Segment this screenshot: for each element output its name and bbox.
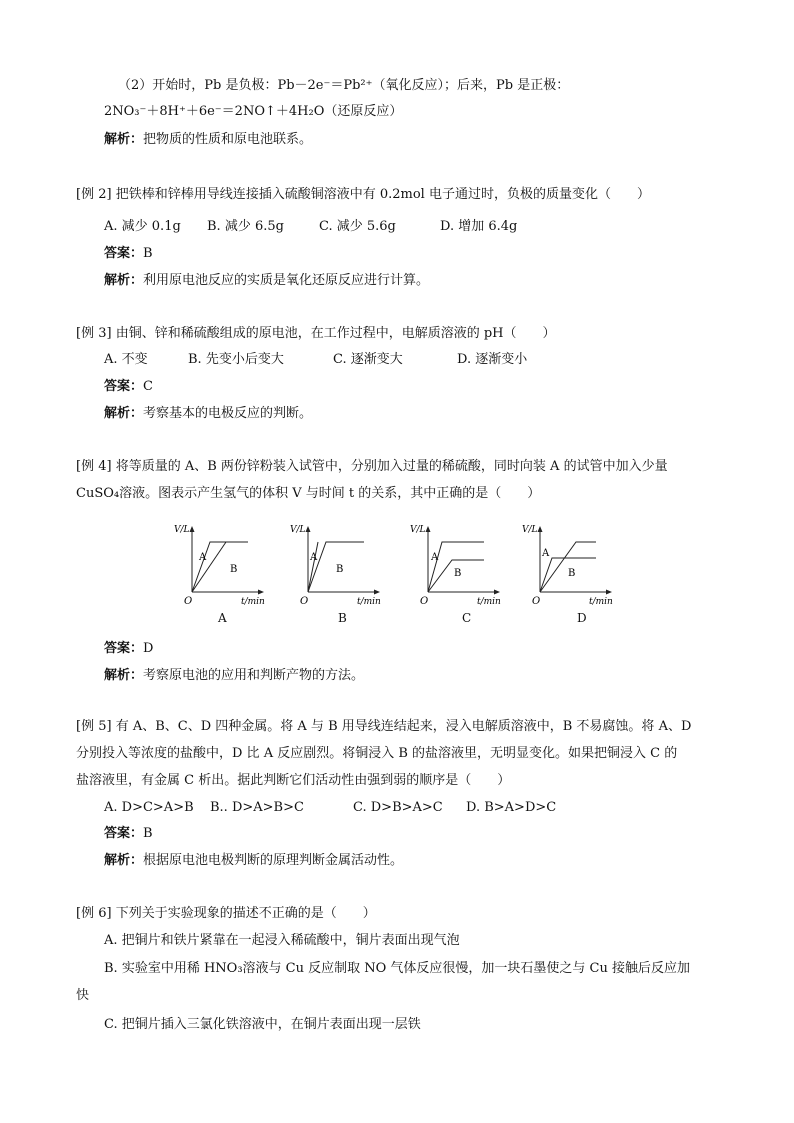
ex5-question-line-2: 分别投入等浓度的盐酸中，D 比 A 反应剧烈。将铜浸入 B 的盐溶液里，无明显变化。如果把铜浸入 C 的	[76, 746, 678, 761]
series-b-label: B	[454, 568, 462, 579]
analysis-label: 解析：	[104, 406, 144, 421]
ex3-answer	[104, 378, 153, 396]
answer-value: B	[143, 826, 153, 841]
ex2-analysis	[104, 272, 429, 290]
series-b-label: B	[230, 564, 238, 575]
ex4-analysis	[104, 667, 364, 685]
ex3-option-a: A. 不变	[104, 352, 148, 367]
origin-label: O	[420, 596, 429, 607]
x-axis-label: t/min	[241, 597, 265, 607]
analysis-text: 考察基本的电极反应的判断。	[143, 406, 313, 421]
origin-label: O	[184, 596, 193, 607]
answer-label: 答案：	[104, 826, 144, 841]
ex6-option-a: A. 把铜片和铁片紧靠在一起浸入稀硫酸中，铜片表面出现气泡	[104, 933, 460, 948]
ex3-option-d: D. 逐渐变小	[457, 352, 528, 367]
graph-caption-a: A	[218, 611, 227, 625]
ex5-analysis	[104, 852, 403, 870]
ex5-question-line-3: 盐溶液里，有金属 C 析出。据此判断它们活动性由强到弱的顺序是（ ）	[76, 773, 511, 788]
prev-analysis	[104, 131, 312, 149]
ex5-answer	[104, 825, 153, 843]
ex2-option-b: B. 减少 6.5g	[207, 219, 284, 234]
answer-label: 答案：	[104, 641, 144, 656]
ex2-option-d: D. 增加 6.4g	[440, 219, 518, 234]
y-axis-label: V/L	[410, 525, 426, 535]
graph-caption-d: D	[577, 611, 587, 625]
series-a-label: A	[310, 552, 318, 563]
ex5-question-line-1	[76, 718, 691, 736]
answer-label: 答案：	[104, 379, 144, 394]
ex2-answer	[104, 245, 153, 263]
y-axis-label: V/L	[290, 525, 306, 535]
analysis-label: 解析：	[104, 668, 144, 683]
analysis-text: 考察原电池的应用和判断产物的方法。	[143, 668, 365, 683]
series-b-label: B	[336, 564, 344, 575]
ex6-option-b-line-1: B. 实验室中用稀 HNO₃溶液与 Cu 反应制取 NO 气体反应很慢，加一块石墨使之与 Cu 接触后反应加	[104, 961, 690, 976]
y-axis-label: V/L	[174, 525, 190, 535]
ex5-option-c: C. D>B>A>C	[353, 800, 443, 815]
ex6-question-text: 下列关于实验现象的描述不正确的是（ ）	[115, 906, 376, 921]
analysis-text: 利用原电池反应的实质是氧化还原反应进行计算。	[143, 273, 430, 288]
ex3-analysis	[104, 405, 312, 423]
graph-d	[520, 520, 620, 610]
graph-b	[288, 520, 388, 610]
ex2-question	[76, 186, 650, 204]
ex3-question	[76, 325, 556, 343]
ex5-option-d: D. B>A>D>C	[466, 800, 557, 815]
ex3-option-b: B. 先变小后变大	[188, 352, 284, 367]
ex4-answer	[104, 640, 153, 658]
y-axis-label: V/L	[522, 525, 538, 535]
answer-value: D	[143, 641, 154, 656]
ex4-question-text-1: 将等质量的 A、B 两份锌粉装入试管中，分别加入过量的稀硫酸，同时向装 A 的试管中加入少量	[115, 459, 668, 474]
ex6-question	[76, 905, 376, 923]
x-axis-label: t/min	[477, 597, 501, 607]
x-axis-label: t/min	[589, 597, 613, 607]
ex2-question-text: 把铁棒和锌棒用导线连接插入硫酸铜溶液中有 0.2mol 电子通过时，负极的质量变化（ ）	[115, 187, 650, 202]
prev-line-2: 2NO₃⁻＋8H⁺＋6e⁻＝2NO↑＋4H₂O（还原反应）	[104, 104, 403, 119]
ex6-tag: [例 6]	[76, 906, 112, 921]
graph-a	[172, 520, 272, 610]
ex5-tag: [例 5]	[76, 719, 112, 734]
analysis-text: 根据原电池电极判断的原理判断金属活动性。	[143, 853, 404, 868]
series-b-label: B	[568, 568, 576, 579]
ex6-option-c: C. 把铜片插入三氯化铁溶液中，在铜片表面出现一层铁	[104, 1017, 421, 1032]
analysis-label: 解析：	[104, 273, 144, 288]
analysis-label: 解析：	[104, 853, 144, 868]
series-a-label: A	[542, 548, 550, 559]
ex3-option-c: C. 逐渐变大	[333, 352, 403, 367]
analysis-text: 把物质的性质和原电池联系。	[143, 132, 313, 147]
ex4-question-line-2: CuSO₄溶液。图表示产生氢气的体积 V 与时间 t 的关系，其中正确的是（ ）	[76, 486, 541, 501]
answer-value: C	[143, 379, 153, 394]
analysis-label: 解析：	[104, 132, 144, 147]
x-axis-label: t/min	[357, 597, 381, 607]
graph-caption-b: B	[338, 611, 347, 625]
series-a-label: A	[431, 552, 439, 563]
ex5-option-b: B.. D>A>B>C	[210, 800, 304, 815]
answer-value: B	[143, 246, 153, 261]
prev-line-1: （2）开始时，Pb 是负极：Pb－2e⁻＝Pb²⁺（氧化反应）；后来，Pb 是正极：	[118, 78, 570, 93]
ex2-option-a: A. 减少 0.1g	[104, 219, 181, 234]
ex2-option-c: C. 减少 5.6g	[319, 219, 396, 234]
ex3-tag: [例 3]	[76, 326, 112, 341]
graph-caption-c: C	[462, 611, 472, 625]
origin-label: O	[532, 596, 541, 607]
origin-label: O	[300, 596, 309, 607]
graph-c	[408, 520, 508, 610]
ex4-tag: [例 4]	[76, 459, 112, 474]
answer-label: 答案：	[104, 246, 144, 261]
ex5-option-a: A. D>C>A>B	[104, 800, 194, 815]
ex5-question-text-1: 有 A、B、C、D 四种金属。将 A 与 B 用导线连结起来，浸入电解质溶液中，B 不易腐蚀。将 A、D	[115, 719, 692, 734]
series-a-label: A	[199, 552, 207, 563]
ex4-question-line-1	[76, 458, 668, 476]
ex6-option-b-line-2: 快	[76, 988, 90, 1003]
ex3-question-text: 由铜、锌和稀硫酸组成的原电池，在工作过程中，电解质溶液的 pH（ ）	[115, 326, 556, 341]
ex2-tag: [例 2]	[76, 187, 112, 202]
